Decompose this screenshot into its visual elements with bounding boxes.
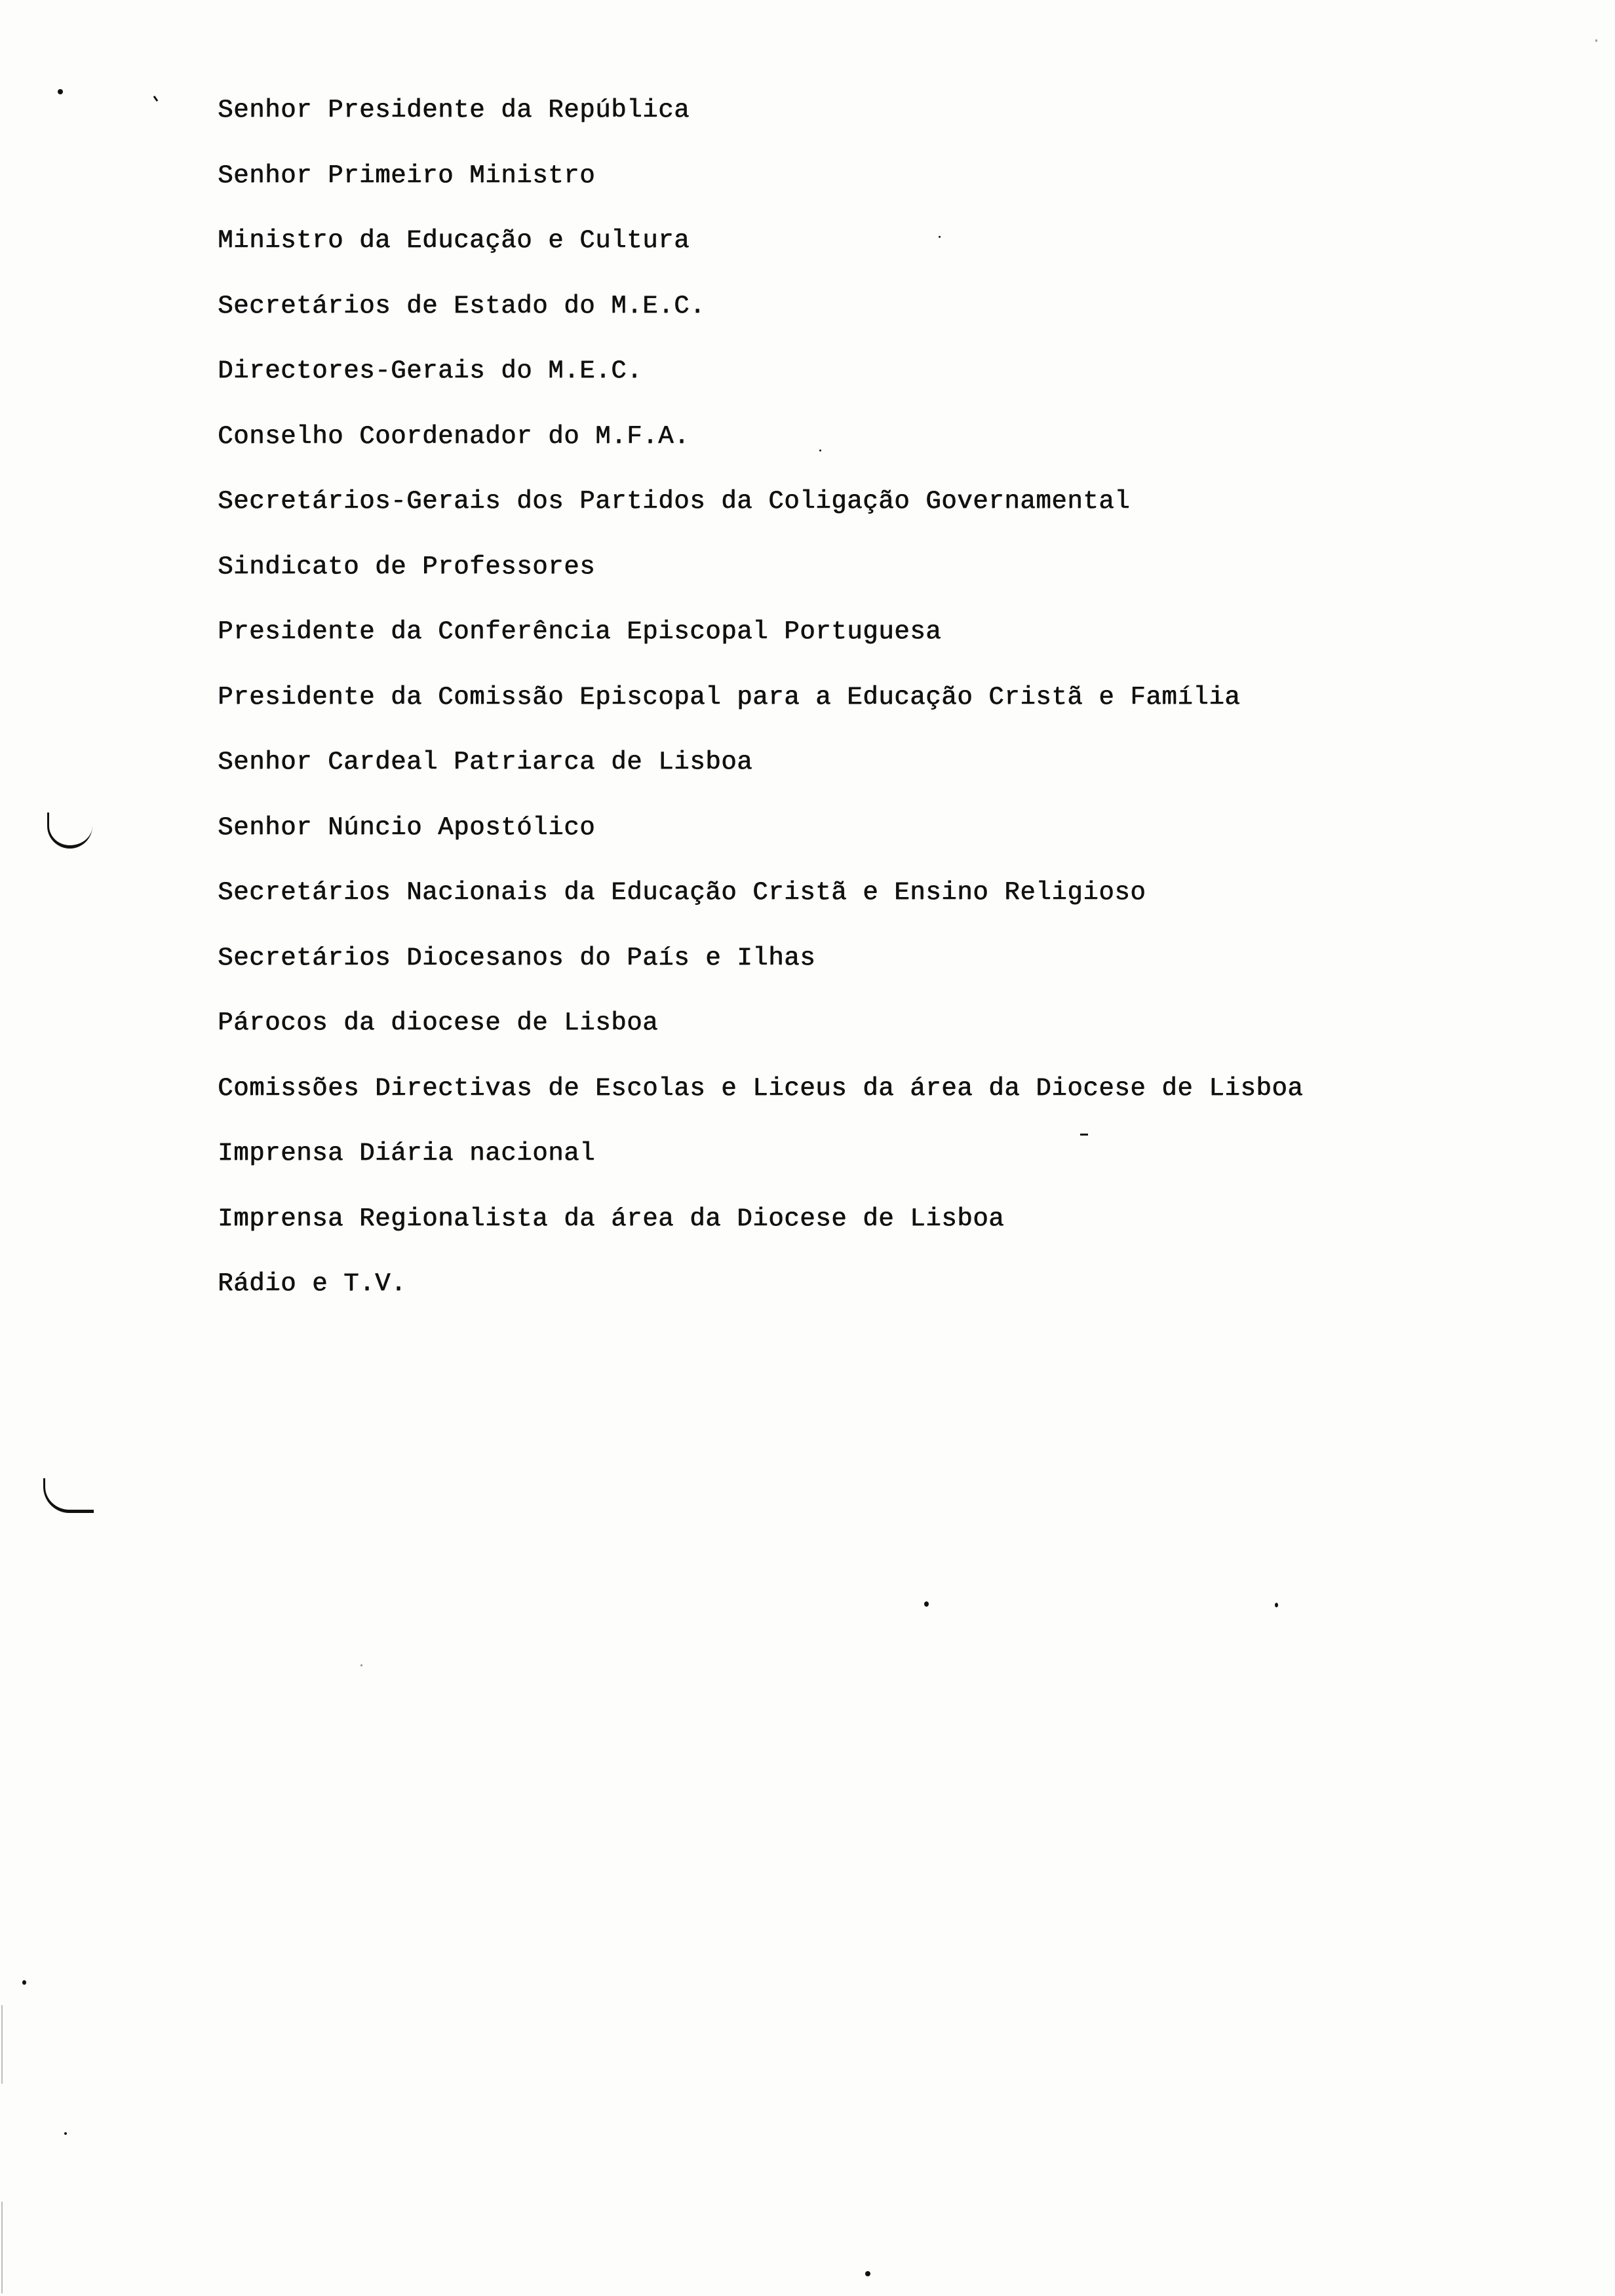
ink-speck <box>360 1664 362 1666</box>
punch-hole-shadow <box>43 1478 94 1513</box>
punch-hole-shadow <box>47 813 92 849</box>
recipient-line: Secretários de Estado do M.E.C. <box>218 291 706 320</box>
ink-speck <box>22 1980 26 1985</box>
scan-edge-line <box>1 2005 3 2084</box>
recipient-line: Comissões Directivas de Escolas e Liceus da área da Diocese de Lisboa <box>218 1073 1304 1103</box>
recipient-line: Presidente da Comissão Episcopal para a Educação Cristã e Família <box>218 682 1241 712</box>
ink-speck <box>1275 1603 1278 1607</box>
ink-speck <box>865 2271 870 2276</box>
recipient-line: Senhor Primeiro Ministro <box>218 161 596 190</box>
ink-speck <box>939 236 941 238</box>
ink-speck <box>153 96 159 102</box>
recipient-line: Senhor Núncio Apostólico <box>218 813 596 842</box>
ink-speck <box>1080 1134 1088 1136</box>
recipient-line: Rádio e T.V. <box>218 1269 407 1298</box>
scan-edge-line <box>1 2202 3 2293</box>
recipient-line: Imprensa Regionalista da área da Diocese de Lisboa <box>218 1204 1005 1233</box>
recipient-line: Directores-Gerais do M.E.C. <box>218 356 643 385</box>
ink-speck <box>58 89 63 94</box>
ink-speck <box>1595 39 1597 42</box>
recipient-line: Presidente da Conferência Episcopal Portuguesa <box>218 617 942 646</box>
recipient-line: Ministro da Educação e Cultura <box>218 226 690 255</box>
recipient-list <box>218 84 1303 1323</box>
ink-speck <box>924 1601 929 1607</box>
recipient-line: Secretários Nacionais da Educação Cristã e Ensino Religioso <box>218 878 1146 907</box>
recipient-line: Senhor Presidente da República <box>218 96 690 124</box>
recipient-line: Secretários Diocesanos do País e Ilhas <box>218 943 816 972</box>
ink-speck <box>819 450 821 451</box>
recipient-line: Imprensa Diária nacional <box>218 1139 596 1168</box>
recipient-line: Senhor Cardeal Patriarca de Lisboa <box>218 748 753 776</box>
recipient-line: Secretários-Gerais dos Partidos da Coligação Governamental <box>218 487 1131 516</box>
recipient-line: Sindicato de Professores <box>218 552 596 581</box>
ink-speck <box>64 2132 67 2135</box>
recipient-line: Párocos da diocese de Lisboa <box>218 1008 659 1037</box>
recipient-line: Conselho Coordenador do M.F.A. <box>218 421 690 451</box>
